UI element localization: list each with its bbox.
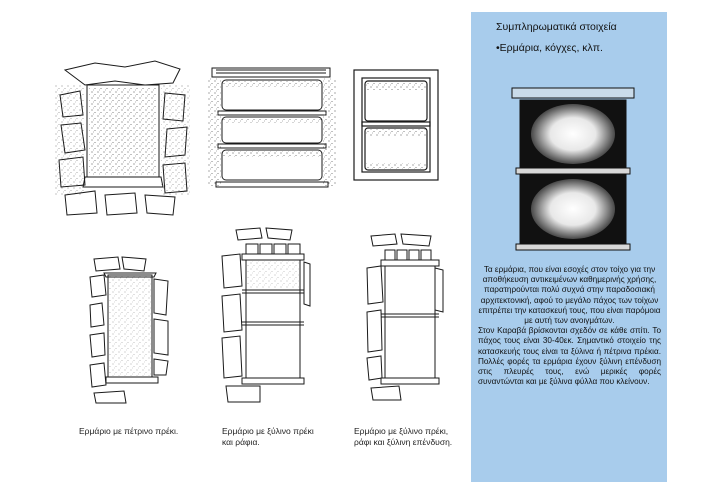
panel-subtitle: •Ερμάρια, κόγχες, κλπ. bbox=[496, 42, 603, 54]
wooden-lintel-caption-line2: και ράφια. bbox=[222, 437, 260, 447]
stone-lintel-caption: Ερμάριο με πέτρινο πρέκι. bbox=[79, 426, 179, 436]
wood-lining-caption-line2: ράφι και ξύλινη επένδυση. bbox=[354, 437, 453, 447]
panel-title: Συμπληρωματικά στοιχεία bbox=[496, 21, 617, 33]
wooden-lintel-shelves-niche-section bbox=[220, 226, 312, 406]
dark-niche-illustration bbox=[508, 84, 638, 254]
wood-lining-niche-section bbox=[365, 232, 445, 402]
panel-paragraph-2: Στον Καραβά βρίσκονται σχεδόν σε κάθε σπίτι. Το πάχος τους είναι 30-40εκ. Σημαντικό στοιχείο της κατασκευής τους είναι τα ξύλινα ή πέτρινα πρέκια. Πολλές φορές τα ερμάρια έχουν ξύλινη επένδυση στις πλευρές τους, ενώ μερικές φορές συναντώνται και με ξύλινα φύλλα που κλείνουν. bbox=[478, 326, 661, 387]
stone-lintel-niche-section bbox=[88, 255, 170, 405]
wooden-lintel-shelves-niche-elevation bbox=[208, 62, 336, 192]
wood-lined-niche-elevation bbox=[352, 68, 442, 183]
wooden-lintel-caption-line1: Ερμάριο με ξύλινο πρέκι bbox=[222, 426, 314, 436]
panel-paragraph-1: Τα ερμάρια, που είναι εσοχές στον τοίχο για την αποθήκευση αντικειμένων καθημερινής χρήσης, παρατηρούνται πολύ συχνά στην παραδοσιακή αρχιτεκτονική, αφού το μεγάλο πάχος των τοίχων επιτρέπει την κατασκευή τους, που είναι παρόμοια με αυτή των ανοιγμάτων. bbox=[478, 265, 661, 326]
panel-description bbox=[478, 265, 661, 387]
wood-lining-caption-line1: Ερμάριο με ξύλινο πρέκι, bbox=[354, 426, 449, 436]
stone-lintel-niche-elevation bbox=[55, 55, 190, 220]
